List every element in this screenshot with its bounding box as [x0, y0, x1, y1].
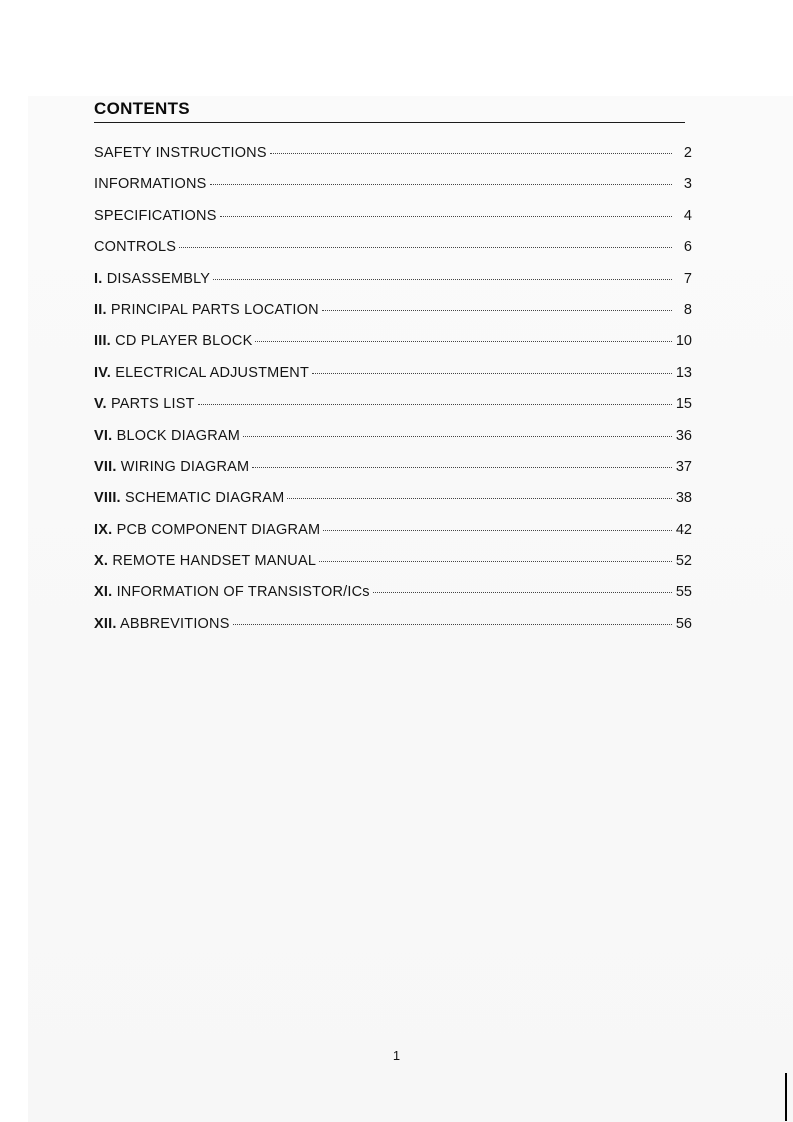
toc-entry-text: SAFETY INSTRUCTIONS: [94, 145, 267, 161]
toc-entry-text: BLOCK DIAGRAM: [116, 427, 241, 444]
toc-entry-text: INFORMATIONS: [94, 176, 207, 193]
toc-entry[interactable]: [94, 302, 692, 333]
dot-leader: [233, 624, 672, 625]
toc-entry-numeral: XII.: [94, 615, 117, 632]
toc-entry-title: [94, 145, 267, 161]
toc-entry-title: [94, 616, 230, 632]
toc-entry-text: PCB COMPONENT DIAGRAM: [116, 521, 321, 538]
dot-leader: [213, 279, 672, 280]
toc-entry-numeral: III.: [94, 333, 111, 350]
toc-entry-numeral: VIII.: [94, 490, 121, 507]
toc-entry-title: [94, 208, 217, 224]
toc-entry[interactable]: [94, 333, 692, 364]
toc-entry-title: [94, 428, 240, 444]
toc-entry-page: 7: [683, 270, 692, 287]
toc-entry-numeral: XI.: [94, 584, 113, 601]
toc-entry[interactable]: [94, 490, 692, 521]
toc-entry-page: 55: [675, 584, 692, 601]
toc-entry-page: 42: [675, 521, 692, 538]
dot-leader: [210, 184, 673, 185]
toc-entry[interactable]: [94, 176, 692, 207]
toc-entry-page: 13: [675, 364, 692, 381]
contents-heading: CONTENTS: [94, 99, 190, 118]
toc-entry-page: 37: [675, 458, 692, 475]
toc-entry-title: [94, 459, 249, 475]
dot-leader: [373, 592, 672, 593]
toc-entry-title: [94, 239, 176, 255]
toc-entry-title: [94, 522, 320, 538]
toc-entry-title: [94, 176, 207, 192]
toc-entry[interactable]: [94, 396, 692, 427]
toc-entry[interactable]: [94, 145, 692, 176]
toc-entry-numeral: VII.: [94, 458, 117, 475]
toc-entry[interactable]: [94, 365, 692, 396]
toc-entry-title: [94, 490, 284, 506]
dot-leader: [243, 436, 672, 437]
dot-leader: [323, 530, 672, 531]
toc-entry-page: 3: [683, 176, 692, 193]
toc-entry-text: CD PLAYER BLOCK: [115, 333, 253, 350]
toc-entry-page: 36: [675, 427, 692, 444]
toc-entry[interactable]: [94, 208, 692, 239]
toc-entry-title: [94, 333, 252, 349]
toc-entry-page: 8: [683, 301, 692, 318]
toc-entry[interactable]: [94, 459, 692, 490]
toc-entry[interactable]: [94, 584, 692, 615]
toc-entry-text: ABBREVITIONS: [120, 615, 230, 632]
dot-leader: [312, 373, 672, 374]
toc-entry-page: 4: [683, 207, 692, 224]
toc-entry-text: REMOTE HANDSET MANUAL: [112, 553, 317, 570]
toc-entry-text: WIRING DIAGRAM: [120, 458, 250, 475]
dot-leader: [319, 561, 672, 562]
dot-leader: [322, 310, 672, 311]
dot-leader: [179, 247, 672, 248]
toc-entry[interactable]: [94, 553, 692, 584]
toc-entry-numeral: IX.: [94, 521, 113, 538]
dot-leader: [270, 153, 672, 154]
contents-page: [94, 96, 694, 632]
toc-entry-page: 38: [675, 490, 692, 507]
toc-entry-text: SPECIFICATIONS: [94, 207, 217, 224]
dot-leader: [252, 467, 672, 468]
toc-entry[interactable]: [94, 428, 692, 459]
toc-entry-page: 15: [675, 396, 692, 413]
dot-leader: [198, 404, 672, 405]
toc-entry-title: [94, 302, 319, 318]
toc-entry-title: [94, 396, 195, 412]
toc-entry-page: 6: [683, 239, 692, 256]
toc-entry-numeral: II.: [94, 301, 107, 318]
heading-underline: [94, 122, 685, 123]
toc-entry-title: [94, 365, 309, 381]
toc-entry[interactable]: [94, 522, 692, 553]
footer-page-number: 1: [392, 1048, 401, 1063]
toc-entry[interactable]: [94, 271, 692, 302]
toc-entry-page: 2: [683, 145, 692, 161]
toc-entry-numeral: V.: [94, 396, 107, 413]
toc-entry-text: INFORMATION OF TRANSISTOR/ICs: [116, 584, 370, 601]
scan-edge-mark: [785, 1073, 787, 1121]
toc-entry-text: ELECTRICAL ADJUSTMENT: [115, 364, 310, 381]
toc-entry[interactable]: [94, 239, 692, 270]
toc-entry-text: PRINCIPAL PARTS LOCATION: [110, 301, 319, 318]
toc-entry-text: CONTROLS: [94, 239, 177, 256]
toc-entry-numeral: X.: [94, 553, 109, 570]
toc-entry-page: 56: [675, 615, 692, 632]
toc-entry-numeral: IV.: [94, 364, 111, 381]
toc-entry[interactable]: [94, 616, 692, 647]
toc-entry-page: 10: [675, 333, 692, 350]
dot-leader: [287, 498, 671, 499]
toc-entry-title: [94, 584, 370, 600]
dot-leader: [220, 216, 672, 217]
toc-entry-text: PARTS LIST: [111, 396, 195, 413]
toc-entry-text: SCHEMATIC DIAGRAM: [125, 490, 285, 507]
toc-entry-text: DISASSEMBLY: [106, 270, 211, 287]
toc-entry-numeral: I.: [94, 270, 103, 287]
toc-entry-title: [94, 271, 210, 287]
table-of-contents: [94, 145, 692, 647]
toc-entry-numeral: VI.: [94, 427, 113, 444]
toc-entry-title: [94, 553, 316, 569]
dot-leader: [255, 341, 671, 342]
toc-entry-page: 52: [675, 553, 692, 570]
